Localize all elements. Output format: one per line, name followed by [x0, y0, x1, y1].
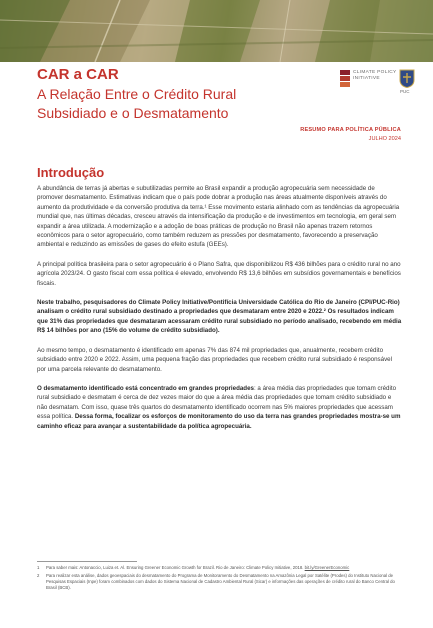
large-properties-text: : a área média das propriedades que tomam crédito rural subsidiado e desmatam é cerca de dez vezes maior do que a área média das propriedades que tomam crédito subsidiado e não desmatam. Com isso, quase três quartos do desmatamento identificado ocorrem nas 5% maiores propriedades que acessam essa política.	[37, 384, 397, 421]
large-properties-lead: O desmatamento identificado está concentrado em grandes propriedades	[37, 384, 254, 392]
footnote-link[interactable]: bit.ly/GreenerEconomic	[304, 565, 350, 570]
puc-rio-crest-icon	[399, 69, 415, 88]
paragraph-deforestation-share: Ao mesmo tempo, o desmatamento é identificado em apenas 7% das 874 mil propriedades que, anualmente, recebem crédito subsidiado entre 2020 e 2022. Assim, uma pequena fração das propriedades que recebem crédito rural subsidiado é responsável por uma parcela relevante do desmatamento.	[37, 346, 392, 373]
aerial-farmland-banner	[0, 0, 433, 62]
report-date: JULHO 2024	[368, 136, 401, 142]
paragraph-study-findings: Neste trabalho, pesquisadores do Climate Policy Initiative/Pontifícia Universidade Católica do Rio de Janeiro (CPI/PUC-Rio) analisam o crédito rural subsidiado destinado a propriedades que desmataram entre 2020 e 2022.² Os resultados indicam que 31% das propriedades que desmataram acessaram crédito rural subsidiado no período analisado, recebendo em média R$ 14 bilhões por ano (15% do volume de crédito subsidiado).	[37, 299, 402, 335]
footnote-divider	[37, 561, 137, 562]
footnotes	[37, 565, 402, 593]
report-subtitle: A Relação Entre o Crédito Rural Subsidiado e o Desmatamento	[37, 86, 237, 121]
cpi-logo-text: CLIMATE POLICY INITIATIVE	[353, 70, 397, 81]
footnote-1	[37, 565, 402, 571]
footnote-text: Para realizar esta análise, dados geoespaciais do desmatamento do Programa de Monitoramento do Desmatamento na Amazônia Legal por Satélite (Prodes) do Instituto Nacional de Pesquisas Espaciais (Inpe) foram combinados com dados do Sistema Nacional de Cadastro Ambiental Rural (Sicar) e informações das operações de crédito rural do Banco Central do Brasil (BCB).	[46, 573, 395, 590]
puc-logo-text: PUC	[400, 89, 410, 94]
paragraph-large-properties	[37, 384, 402, 431]
footnote-2	[37, 573, 402, 591]
introduction-body	[37, 184, 402, 441]
report-type-label: RESUMO PARA POLÍTICA PÚBLICA	[300, 127, 401, 133]
publisher-logos	[340, 69, 430, 99]
paragraph-plano-safra: A principal política brasileira para o setor agropecuário é o Plano Safra, que disponibilizou R$ 436 bilhões para o crédito rural no ano agrícola 2023/24. O gasto fiscal com essa política é elevado, envolvendo R$ 13,6 bilhões em subsídios governamentais e benefícios fiscais.	[37, 260, 401, 287]
footnote-text: Para saber mais: Antonaccio, Luiza et. Al. Ensuring Greener Economic Growth for Brazil. Rio de Janeiro: Climate Policy Initiative, 2018.	[46, 565, 305, 570]
paragraph-context: A abundância de terras já abertas e subutilizadas permite ao Brasil expandir a produção agropecuária sem necessidade de promover desmatamento. Estimativas indicam que o país pode dobrar a produção nas áreas atualmente disponíveis através do aumento da produtividade e da conversão produtiva da terra.¹ Esse movimento estaria alinhado com as tendências da agropecuária mundial que, nas últimas décadas, cresceu através da intensificação da produção e de investimentos em tecnologia, em geral sem expandir a área utilizada. A modernização e a adoção de boas práticas de produção no Brasil não apenas trazem retornos econômicos para o setor agropecuário, como também reduzem as pressões por desmatamento, favorecendo a preservação ambiental e reduzindo as emissões de gases do efeito estufa (GEEs).	[37, 185, 400, 249]
footnote-number: 1	[37, 565, 40, 570]
footnote-number: 2	[37, 573, 40, 578]
large-properties-conclusion: Dessa forma, focalizar os esforços de monitoramento do uso da terra nas grandes propriedades mostra-se um caminho eficaz para avançar a sustentabilidade da política agropecuária.	[37, 413, 401, 430]
farmland-image	[0, 0, 433, 62]
introduction-heading: Introdução	[37, 165, 105, 180]
climate-policy-initiative-logo-icon	[340, 70, 350, 88]
report-title: CAR a CAR	[37, 66, 119, 83]
